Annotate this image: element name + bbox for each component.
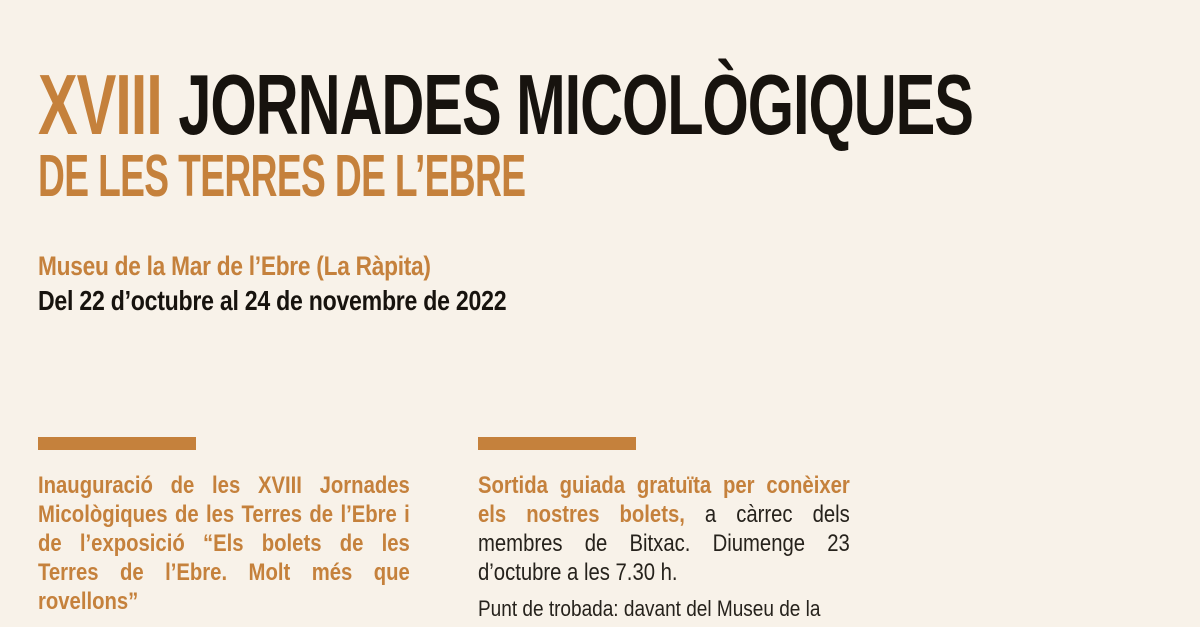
paragraph-note: Punt de trobada: davant del Museu de la xyxy=(478,596,821,621)
section-rule xyxy=(38,437,196,450)
section-rule xyxy=(478,437,636,450)
paragraph-lead: Inauguració de les XVIII Jornades Micològiques de les Terres de l’Ebre i de l’exposició “Els bolets de les Terres de l’Ebre. Molt més que rovellons” xyxy=(38,472,410,615)
content-columns xyxy=(38,437,850,623)
venue-line: Museu de la Mar de l’Ebre (La Ràpita) xyxy=(38,251,431,281)
column-text-block xyxy=(478,471,850,623)
column-paragraph xyxy=(38,471,410,616)
paragraph-body: a càrrec dels membres de Bitxac. Diumenge 23 d’octubre a les 7.30 h. xyxy=(478,501,850,586)
dates-line: Del 22 d’octubre al 24 de novembre de 2022 xyxy=(38,285,507,316)
poster-title xyxy=(38,58,973,153)
poster-subtitle: DE LES TERRES DE L’EBRE xyxy=(38,143,526,209)
column-paragraph xyxy=(478,471,850,587)
title-main-text: JORNADES MICOLÒGIQUES xyxy=(178,58,973,153)
column-inauguration xyxy=(38,437,410,623)
column-guided-walk xyxy=(478,437,850,623)
paragraph-lead: Sortida guiada gratuïta per conèixer els nostres bolets, xyxy=(478,472,850,528)
title-edition-number: XVIII xyxy=(38,58,162,153)
column-text-block xyxy=(38,471,410,616)
